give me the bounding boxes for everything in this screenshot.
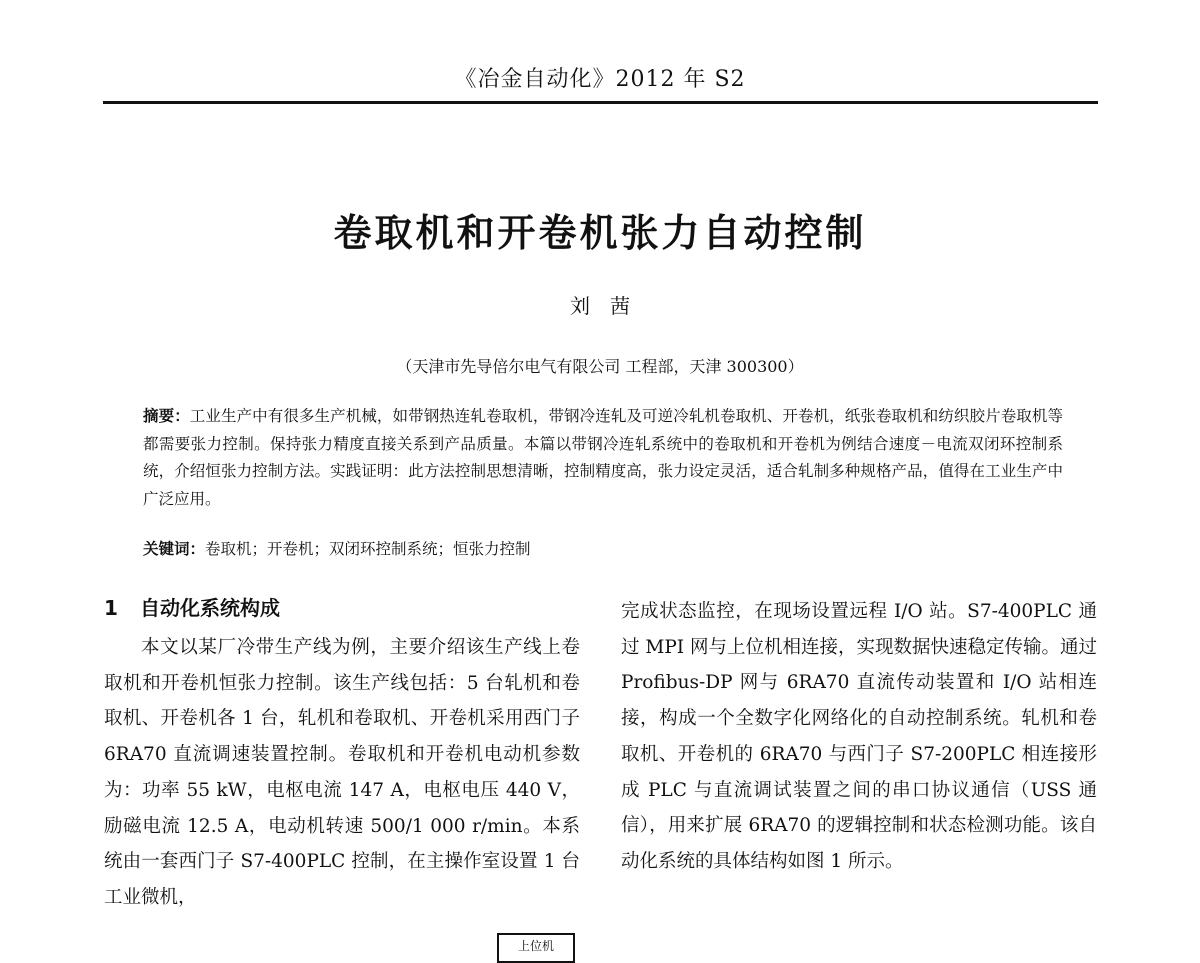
section-title: 自动化系统构成 [140, 596, 280, 620]
article-author: 刘茜 [570, 294, 650, 318]
article-affiliation: （天津市先导倍尔电气有限公司 工程部，天津 300300） [396, 357, 804, 376]
keywords-label: 关键词： [143, 540, 206, 558]
figure-box-partial: 上位机 [497, 933, 575, 963]
section-heading [104, 592, 280, 621]
keywords [143, 536, 1063, 564]
header-rule [103, 101, 1098, 104]
abstract-text: 工业生产中有很多生产机械，如带钢热连轧卷取机，带钢冷连轧及可逆冷轧机卷取机、开卷机，纸张卷取机和纺织胶片卷取机等都需要张力控制。保持张力精度直接关系到产品质量。本篇以带钢冷连轧系统中的卷取机和开卷机为例结合速度－电流双闭环控制系统，介绍恒张力控制方法。实践证明：此方法控制思想清晰，控制精度高，张力设定灵活，适合轧制多种规格产品，值得在工业生产中广泛应用。 [143, 407, 1063, 508]
body-column-right: 完成状态监控，在现场设置远程 I/O 站。S7-400PLC 通过 MPI 网与上位机相连接，实现数据快速稳定传输。通过 Profibus-DP 网与 6RA70 直流传动装置和 I/O 站相连接，构成一个全数字化网络化的自动控制系统。轧机和卷取机、开卷机的 6RA70 与西门子 S7-200PLC 相连接形成 PLC 与直流调试装置之间的串口协议通信（USS 通信），用来扩展 6RA70 的逻辑控制和状态检测功能。该自动化系统的具体结构如图 1 所示。 [621, 601, 1097, 872]
body-column-left: 本文以某厂冷带生产线为例，主要介绍该生产线上卷取机和开卷机恒张力控制。该生产线包括：5 台轧机和卷取机、开卷机各 1 台，轧机和卷取机、开卷机采用西门子 6RA70 直流调速装置控制。卷取机和开卷机电动机参数为：功率 55 kW，电枢电流 147 A，电枢电压 440 V，励磁电流 12.5 A，电动机转速 500/1 000 r/min。本系统由一套西门子 S7-400PLC 控制，在主操作室设置 1 台工业微机， [104, 637, 580, 908]
abstract-label: 摘要： [143, 407, 190, 425]
journal-header: 《冶金自动化》2012 年 S2 [454, 67, 746, 92]
abstract [143, 403, 1063, 513]
keywords-text: 卷取机；开卷机；双闭环控制系统；恒张力控制 [205, 540, 531, 558]
article-title: 卷取机和开卷机张力自动控制 [333, 211, 867, 255]
section-number: 1 [104, 596, 118, 620]
